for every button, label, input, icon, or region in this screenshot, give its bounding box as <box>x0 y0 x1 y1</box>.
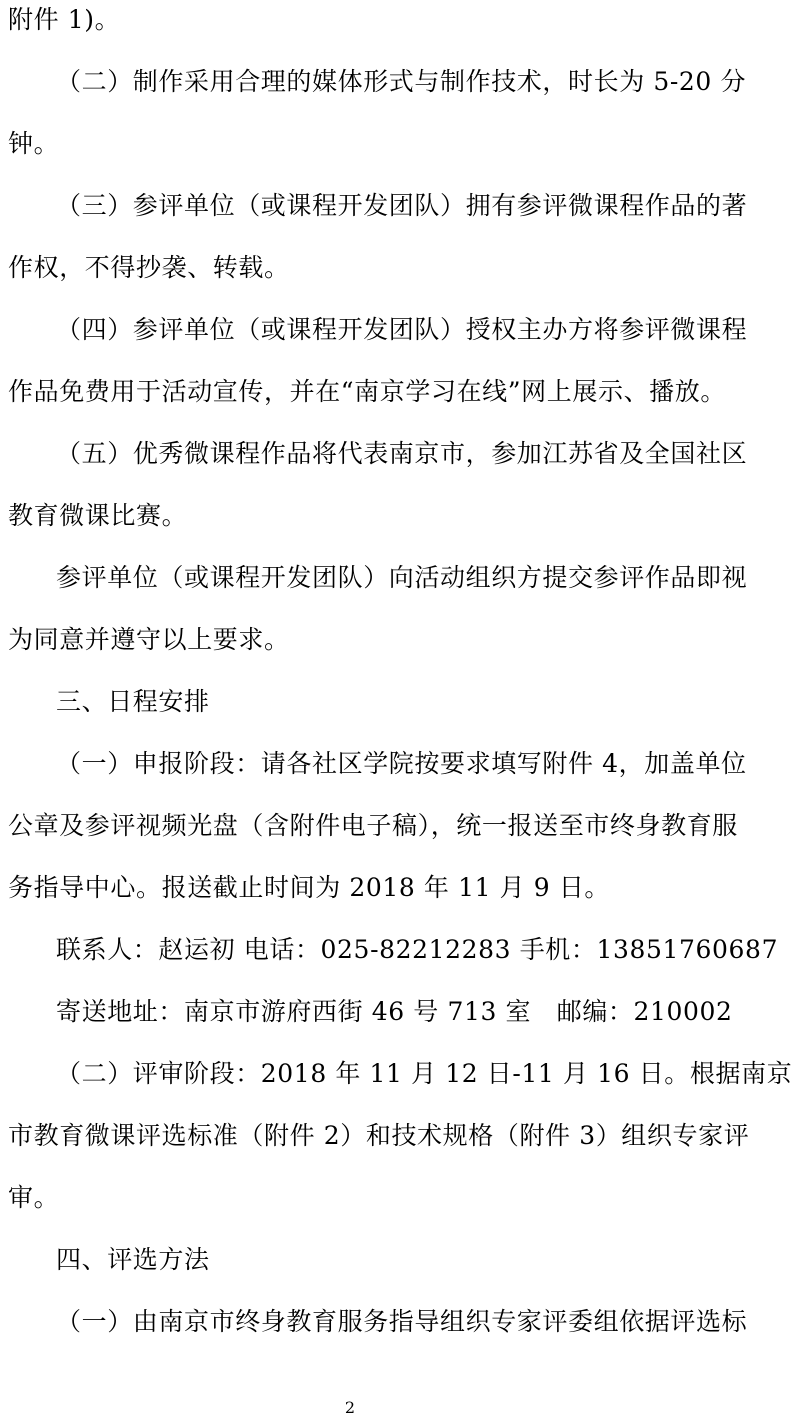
page-number: 2 <box>344 1398 356 1417</box>
text-line-2: （二）制作采用合理的媒体形式与制作技术，时长为 5-20 分 <box>56 67 747 96</box>
text-line-15: 务指导中心。报送截止时间为 2018 年 11 月 9 日。 <box>8 873 611 902</box>
text-line-11: 为同意并遵守以上要求。 <box>8 625 290 654</box>
text-line-10: 参评单位（或课程开发团队）向活动组织方提交参评作品即视 <box>56 563 748 592</box>
text-line-14: 公章及参评视频光盘（含附件电子稿），统一报送至市终身教育服 <box>8 811 738 840</box>
section-heading-method: 四、评选方法 <box>56 1245 210 1274</box>
text-line-22: （一）由南京市终身教育服务指导组织专家评委组依据评选标 <box>56 1307 748 1336</box>
contact-line: 联系人：赵运初 电话：025-82212283 手机：13851760687 <box>56 935 779 964</box>
text-line-13: （一）申报阶段：请各社区学院按要求填写附件 4，加盖单位 <box>56 749 747 778</box>
text-line-20: 审。 <box>8 1183 60 1212</box>
text-line-18: （二）评审阶段：2018 年 11 月 12 日-11 月 16 日。根据南京 <box>56 1059 792 1088</box>
text-line-8: （五）优秀微课程作品将代表南京市，参加江苏省及全国社区 <box>56 439 748 468</box>
text-line-3: 钟。 <box>8 129 60 158</box>
section-heading-schedule: 三、日程安排 <box>56 687 210 716</box>
text-line-9: 教育微课比赛。 <box>8 501 188 530</box>
text-line-19: 市教育微课评选标准（附件 2）和技术规格（附件 3）组织专家评 <box>8 1121 750 1150</box>
text-line-4: （三）参评单位（或课程开发团队）拥有参评微课程作品的著 <box>56 191 748 220</box>
text-line-5: 作权，不得抄袭、转载。 <box>8 253 290 282</box>
address-line: 寄送地址：南京市游府西街 46 号 713 室 邮编：210002 <box>56 997 733 1026</box>
text-line-7: 作品免费用于活动宣传，并在“南京学习在线”网上展示、播放。 <box>8 377 726 406</box>
text-line-6: （四）参评单位（或课程开发团队）授权主办方将参评微课程 <box>56 315 748 344</box>
text-line-1: 附件 1)。 <box>8 5 121 34</box>
